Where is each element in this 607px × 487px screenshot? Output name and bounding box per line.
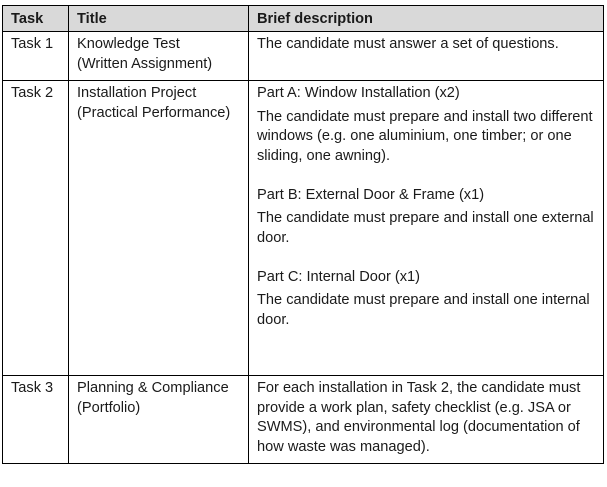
description-cell: For each installation in Task 2, the candidate must provide a work plan, safety checklist (e.g. JSA or SWMS), and environmental log (documentation of how waste was managed). [249,376,604,464]
title-main: Planning & Compliance [77,380,229,396]
header-task: Task [3,6,69,32]
part-heading: Part A: Window Installation (x2) [257,85,460,101]
table-row [3,32,604,81]
title-cell [69,32,249,81]
part-text: The candidate must prepare and install two different windows (e.g. one aluminium, one timber; or one sliding, one awning). [257,108,593,164]
title-main: Installation Project [77,85,197,101]
part-c [257,268,597,331]
header-description: Brief description [249,6,604,32]
title-sub: (Practical Performance) [77,104,231,121]
header-row [3,6,604,32]
header-title: Title [69,6,249,32]
description-cell: The candidate must answer a set of questions. [249,32,604,81]
part-a [257,84,597,166]
title-cell [69,376,249,464]
part-text: The candidate must prepare and install one internal door. [257,292,590,328]
task-cell: Task 3 [3,376,69,464]
title-sub: (Written Assignment) [77,55,213,72]
part-b [257,186,597,249]
title-sub: (Portfolio) [77,399,141,416]
table-row [3,81,604,376]
part-text: The candidate must prepare and install one external door. [257,210,594,246]
task-cell: Task 2 [3,81,69,376]
part-heading: Part B: External Door & Frame (x1) [257,186,485,203]
title-main: Knowledge Test [77,36,180,52]
assessment-tasks-table [2,5,604,464]
table-row [3,376,604,464]
description-cell [249,81,604,376]
part-heading: Part C: Internal Door (x1) [257,268,421,285]
title-cell [69,81,249,376]
task-cell: Task 1 [3,32,69,81]
